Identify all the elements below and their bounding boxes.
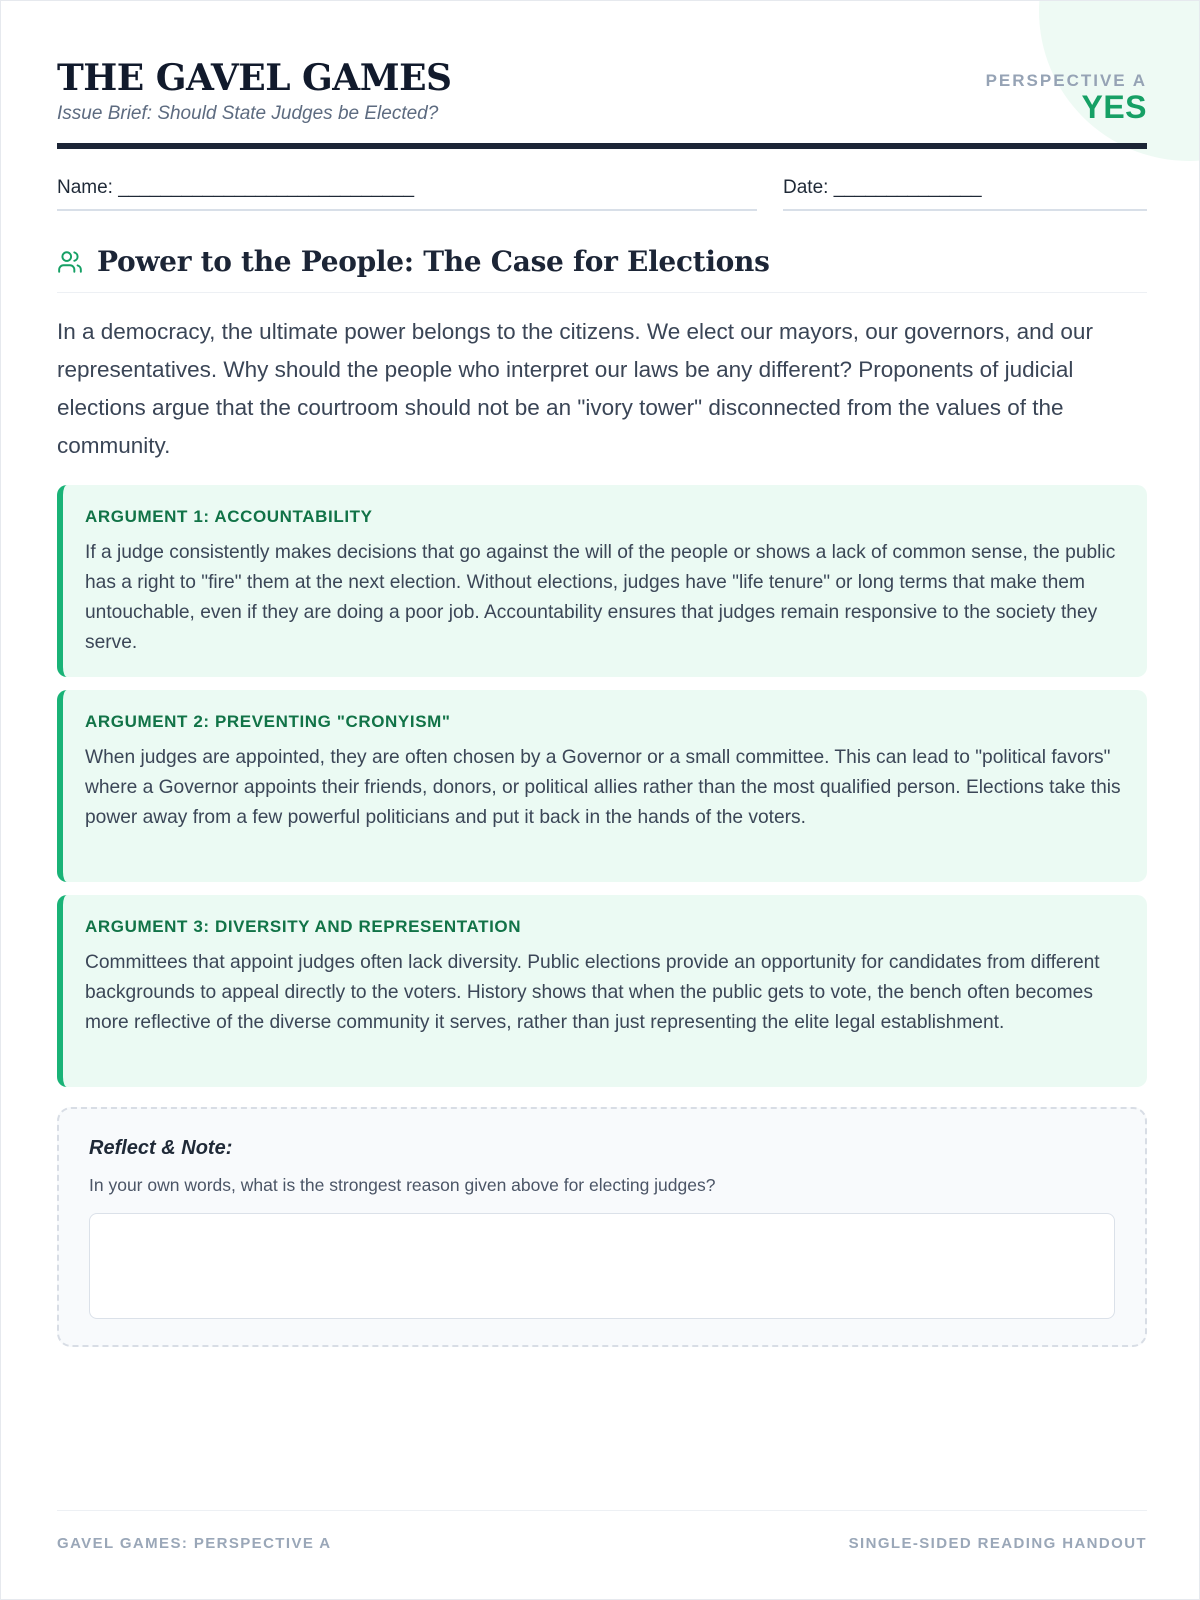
intro-paragraph: In a democracy, the ultimate power belongs to the citizens. We elect our mayors, our governors, and our representatives. Why should the people who interpret our laws be any different? Proponents of judicial elections argue that the courtroom should not be an "ivory tower" disconnected from the values of the community. (57, 319, 1093, 458)
argument-body: Committees that appoint judges often lack diversity. Public elections provide an opportunity for candidates from different backgrounds to appeal directly to the voters. History shows that when the public gets to vote, the bench often becomes more reflective of the diverse community it serves, rather than just representing the elite legal establishment. (85, 952, 1100, 1033)
perspective-value: YES (1081, 89, 1147, 125)
issue-subtitle: Issue Brief: Should State Judges be Elected? (57, 103, 439, 124)
argument-card-accountability (57, 485, 1147, 677)
argument-body: If a judge consistently makes decisions that go against the will of the people or shows a lack of common sense, the public has a right to "fire" them at the next election. Without elections, judges have "life tenure" or long terms that make them untouchable, even if they are doing a poor job. Accountability ensures that judges remain responsive to the society they serve. (85, 542, 1116, 653)
argument-heading: ARGUMENT 3: DIVERSITY AND REPRESENTATION (85, 917, 522, 936)
section-heading (57, 245, 1147, 293)
date-field[interactable]: Date: ______________ (783, 177, 1147, 211)
argument-heading: ARGUMENT 1: ACCOUNTABILITY (85, 507, 373, 526)
argument-card-diversity (57, 895, 1147, 1087)
perspective-badge (986, 71, 1147, 126)
users-icon (57, 249, 83, 275)
reflect-title: Reflect & Note: (89, 1137, 233, 1159)
footer-left-label: GAVEL GAMES: PERSPECTIVE A (57, 1535, 332, 1552)
perspective-label: PERSPECTIVE A (985, 71, 1147, 90)
reflect-answer-box[interactable] (89, 1213, 1115, 1319)
argument-heading: ARGUMENT 2: PREVENTING "CRONYISM" (85, 712, 451, 731)
reflect-section (57, 1107, 1147, 1347)
brand-title: THE GAVEL GAMES (57, 57, 452, 99)
footer-right-label: SINGLE-SIDED READING HANDOUT (848, 1535, 1147, 1552)
handout-header (57, 57, 1147, 149)
argument-card-cronyism (57, 690, 1147, 882)
reflect-prompt: In your own words, what is the strongest reason given above for electing judges? (89, 1175, 716, 1195)
name-field[interactable]: Name: ____________________________ (57, 177, 757, 211)
page-footer (57, 1510, 1147, 1556)
section-title: Power to the People: The Case for Elections (97, 245, 770, 278)
argument-body: When judges are appointed, they are often chosen by a Governor or a small committee. This can lead to "political favors" where a Governor appoints their friends, donors, or political allies rather than the most qualified person. Elections take this power away from a few powerful politicians and put it back in the hands of the voters. (85, 747, 1121, 828)
